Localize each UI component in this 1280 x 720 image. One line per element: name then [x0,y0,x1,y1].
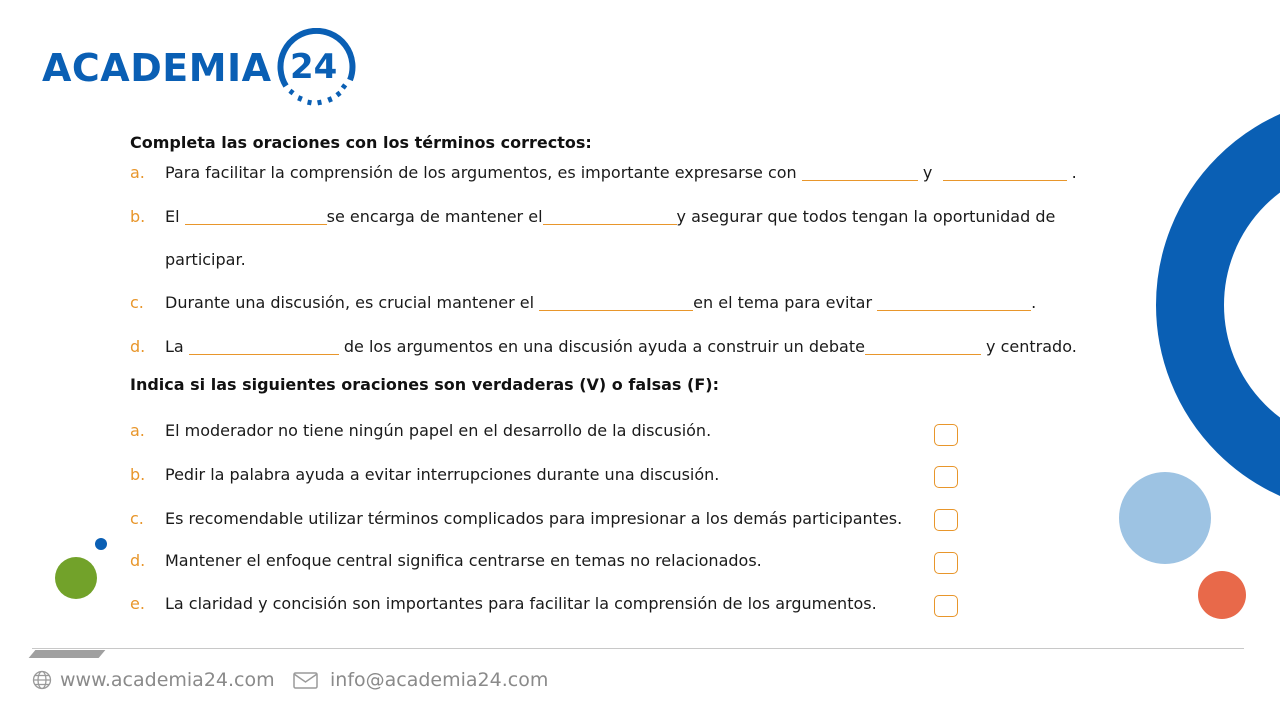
sentence-c [165,293,1036,312]
answer-checkbox[interactable] [934,424,958,446]
sentence-text: Durante una discusión, es crucial mantener el [165,293,540,312]
sentence-text: Para facilitar la comprensión de los argumentos, es importante expresarse con [165,163,802,182]
logo-text: ACADEMIA [42,46,272,90]
blank-field[interactable] [539,294,693,311]
sentence-text: y asegurar que todos tengan la oportunidad de [676,207,1056,226]
decorative-blue-dot [95,538,107,550]
sentence-text: y centrado. [980,337,1077,356]
statement-text: Mantener el enfoque central significa centrarse en temas no relacionados. [165,551,762,570]
statement-text: La claridad y concisión son importantes para facilitar la comprensión de los argumentos. [165,594,877,613]
item-letter: a. [130,421,145,440]
blank-field[interactable] [185,208,327,225]
sentence-d [165,337,1077,356]
answer-checkbox[interactable] [934,552,958,574]
blank-field[interactable] [189,338,339,355]
blank-field[interactable] [877,294,1031,311]
item-letter: b. [130,207,146,226]
footer-accent-bar [29,650,106,658]
item-letter: d. [130,337,146,356]
sentence-text: en el tema para evitar [693,293,878,312]
logo-number: 24 [290,47,338,87]
statement-text: Es recomendable utilizar términos complicados para impresionar a los demás participantes. [165,509,903,528]
sentence-text: . [1031,293,1037,312]
sentence-text: de los argumentos en una discusión ayuda a construir un debate [338,337,865,356]
blank-field[interactable] [543,208,677,225]
section2-heading: Indica si las siguientes oraciones son verdaderas (V) o falsas (F): [130,375,719,394]
decorative-green-circle [55,557,97,599]
item-letter: e. [130,594,145,613]
blank-field[interactable] [802,164,918,181]
item-letter: c. [130,293,144,312]
item-letter: d. [130,551,146,570]
sentence-text: El [165,207,185,226]
academia24-logo [42,28,362,110]
mail-icon [293,672,318,689]
sentence-a [165,163,1077,182]
sentence-text: . [1066,163,1077,182]
answer-checkbox[interactable] [934,509,958,531]
item-letter: c. [130,509,144,528]
statement-text: Pedir la palabra ayuda a evitar interrupciones durante una discusión. [165,465,720,484]
footer-email-link[interactable]: info@academia24.com [330,669,549,691]
decorative-blue-circle [1119,472,1211,564]
sentence-text: se encarga de mantener el [326,207,543,226]
section1-heading: Completa las oraciones con los términos correctos: [130,133,592,152]
sentence-b-continued: participar. [165,250,246,269]
blank-field[interactable] [943,164,1067,181]
globe-icon [32,670,52,690]
answer-checkbox[interactable] [934,595,958,617]
statement-text: El moderador no tiene ningún papel en el desarrollo de la discusión. [165,421,712,440]
footer-divider [32,648,1244,649]
answer-checkbox[interactable] [934,466,958,488]
sentence-text: La [165,337,189,356]
blank-field[interactable] [865,338,981,355]
sentence-text: y [917,163,938,182]
item-letter: b. [130,465,146,484]
item-letter: a. [130,163,145,182]
decorative-arc [1140,100,1280,510]
footer-website-link[interactable]: www.academia24.com [60,669,275,691]
sentence-b [165,207,1055,226]
decorative-orange-circle [1198,571,1246,619]
